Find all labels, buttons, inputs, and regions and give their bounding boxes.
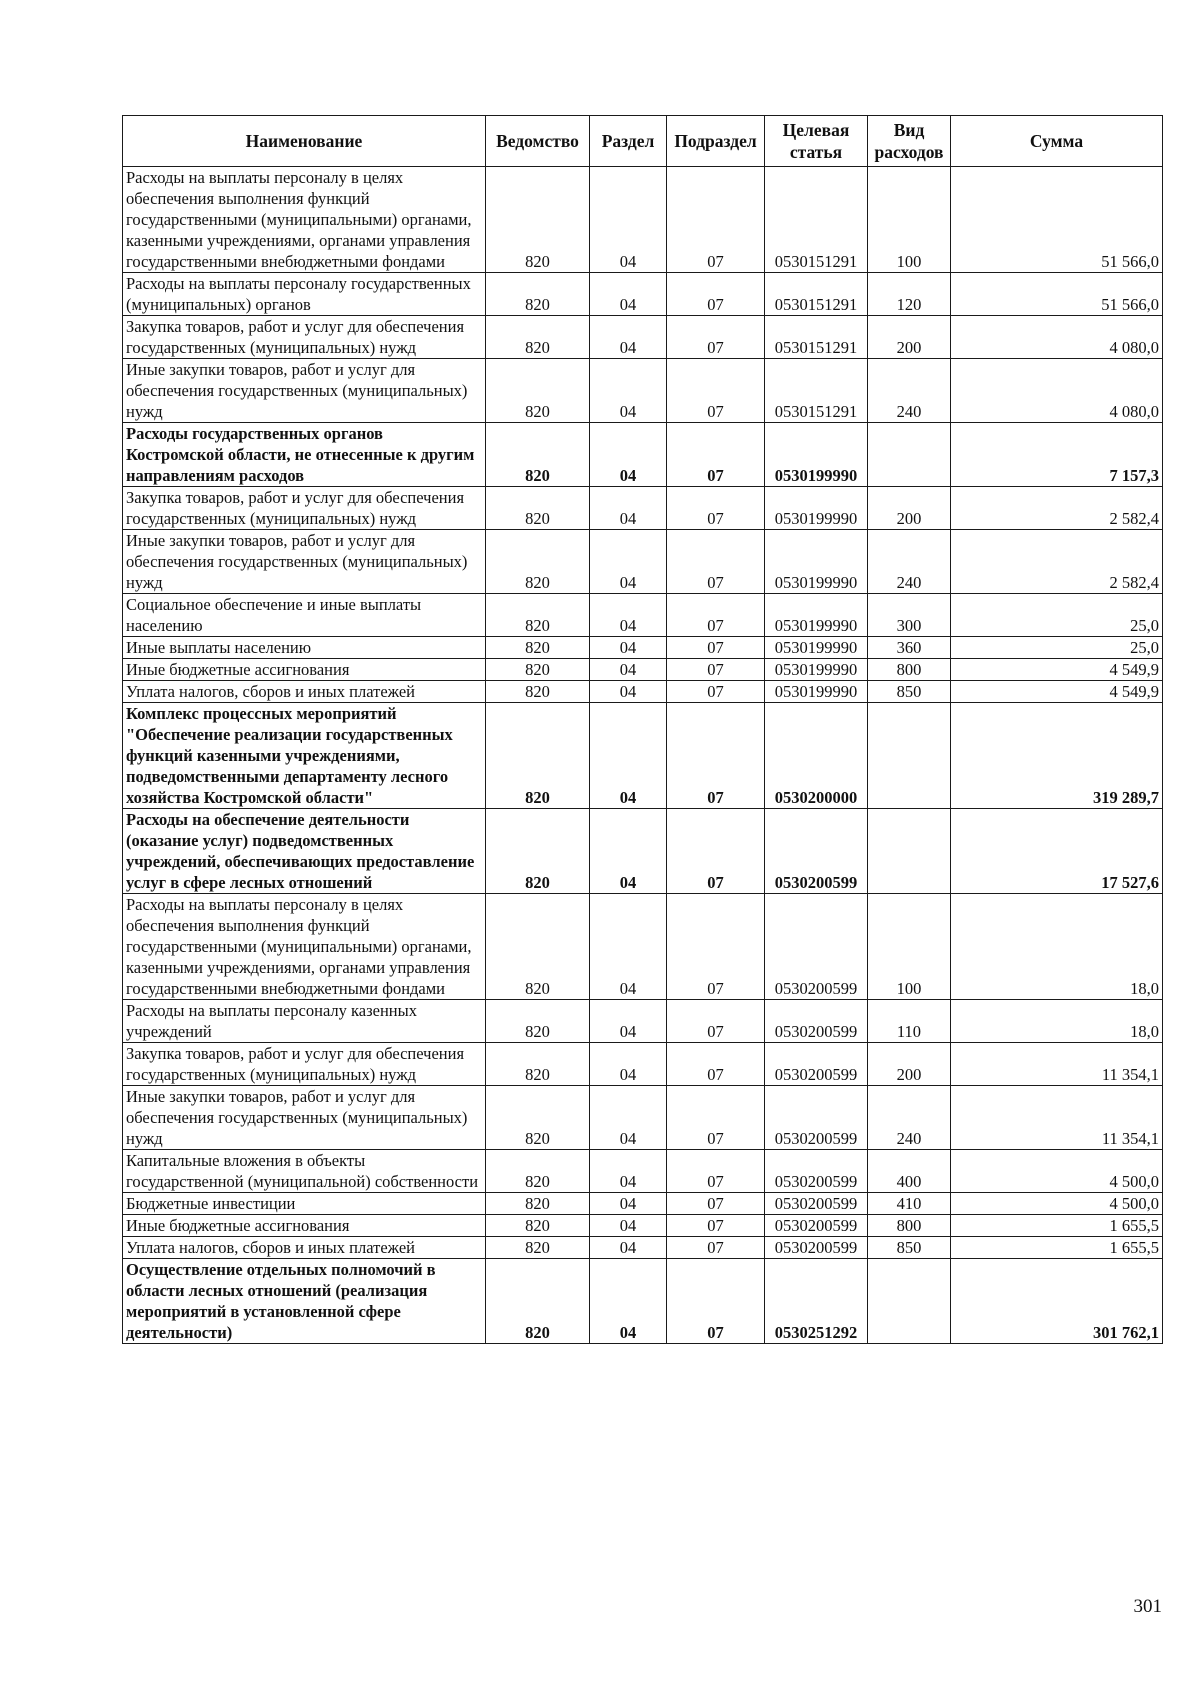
cell-subsection: 07: [667, 1043, 765, 1086]
cell-subsection: 07: [667, 1237, 765, 1259]
cell-dept: 820: [486, 594, 590, 637]
cell-target: 0530200599: [765, 894, 868, 1000]
cell-dept: 820: [486, 1043, 590, 1086]
cell-dept: 820: [486, 167, 590, 273]
cell-sum: 301 762,1: [951, 1259, 1163, 1344]
cell-target: 0530251292: [765, 1259, 868, 1344]
cell-name: Иные выплаты населению: [123, 637, 486, 659]
cell-sum: 4 080,0: [951, 316, 1163, 359]
cell-section: 04: [590, 1259, 667, 1344]
cell-kind: 200: [868, 487, 951, 530]
cell-section: 04: [590, 894, 667, 1000]
cell-dept: 820: [486, 1086, 590, 1150]
table-row: [123, 423, 1163, 487]
cell-dept: 820: [486, 1150, 590, 1193]
cell-subsection: 07: [667, 1193, 765, 1215]
cell-subsection: 07: [667, 659, 765, 681]
table-row: [123, 487, 1163, 530]
cell-sum: 2 582,4: [951, 487, 1163, 530]
cell-name: Иные бюджетные ассигнования: [123, 659, 486, 681]
cell-target: 0530151291: [765, 167, 868, 273]
cell-name: Осуществление отдельных полномочий в области лесных отношений (реализация мероприятий в установленной сфере деятельности): [123, 1259, 486, 1344]
cell-section: 04: [590, 1215, 667, 1237]
cell-kind: 110: [868, 1000, 951, 1043]
cell-dept: 820: [486, 1215, 590, 1237]
cell-subsection: 07: [667, 359, 765, 423]
cell-subsection: 07: [667, 637, 765, 659]
cell-section: 04: [590, 681, 667, 703]
cell-kind: 850: [868, 1237, 951, 1259]
cell-subsection: 07: [667, 809, 765, 894]
cell-dept: 820: [486, 703, 590, 809]
cell-section: 04: [590, 316, 667, 359]
cell-sum: 4 549,9: [951, 659, 1163, 681]
cell-sum: 4 500,0: [951, 1193, 1163, 1215]
cell-kind: 410: [868, 1193, 951, 1215]
cell-target: 0530200599: [765, 1000, 868, 1043]
cell-subsection: 07: [667, 1086, 765, 1150]
cell-target: 0530199990: [765, 594, 868, 637]
cell-section: 04: [590, 1000, 667, 1043]
cell-sum: 1 655,5: [951, 1215, 1163, 1237]
cell-name: Иные бюджетные ассигнования: [123, 1215, 486, 1237]
cell-target: 0530199990: [765, 637, 868, 659]
cell-name: Капитальные вложения в объекты государственной (муниципальной) собственности: [123, 1150, 486, 1193]
cell-section: 04: [590, 1193, 667, 1215]
cell-subsection: 07: [667, 594, 765, 637]
cell-name: Иные закупки товаров, работ и услуг для обеспечения государственных (муниципальных) нужд: [123, 359, 486, 423]
table-row: [123, 1215, 1163, 1237]
cell-kind: 360: [868, 637, 951, 659]
cell-sum: 17 527,6: [951, 809, 1163, 894]
cell-target: 0530199990: [765, 423, 868, 487]
cell-name: Закупка товаров, работ и услуг для обеспечения государственных (муниципальных) нужд: [123, 487, 486, 530]
cell-name: Иные закупки товаров, работ и услуг для обеспечения государственных (муниципальных) нужд: [123, 530, 486, 594]
cell-section: 04: [590, 1150, 667, 1193]
cell-name: Уплата налогов, сборов и иных платежей: [123, 1237, 486, 1259]
cell-sum: 25,0: [951, 594, 1163, 637]
cell-target: 0530151291: [765, 359, 868, 423]
table-row: [123, 681, 1163, 703]
cell-target: 0530200000: [765, 703, 868, 809]
cell-subsection: 07: [667, 894, 765, 1000]
cell-dept: 820: [486, 1000, 590, 1043]
cell-name: Уплата налогов, сборов и иных платежей: [123, 681, 486, 703]
cell-sum: 4 549,9: [951, 681, 1163, 703]
table-row: [123, 659, 1163, 681]
cell-target: 0530200599: [765, 1215, 868, 1237]
header-kind: Вид расходов: [868, 116, 951, 167]
header-name: Наименование: [123, 116, 486, 167]
table-row: [123, 809, 1163, 894]
cell-dept: 820: [486, 530, 590, 594]
cell-kind: 240: [868, 359, 951, 423]
cell-subsection: 07: [667, 703, 765, 809]
cell-name: Расходы государственных органов Костромской области, не отнесенные к другим направлениям расходов: [123, 423, 486, 487]
table-body: [123, 167, 1163, 1344]
cell-kind: [868, 809, 951, 894]
cell-kind: 300: [868, 594, 951, 637]
cell-sum: 4 500,0: [951, 1150, 1163, 1193]
cell-subsection: 07: [667, 1150, 765, 1193]
cell-sum: 18,0: [951, 1000, 1163, 1043]
cell-name: Бюджетные инвестиции: [123, 1193, 486, 1215]
budget-table: [122, 115, 1163, 1344]
cell-name: Расходы на выплаты персоналу государственных (муниципальных) органов: [123, 273, 486, 316]
table-row: [123, 1193, 1163, 1215]
cell-section: 04: [590, 530, 667, 594]
cell-sum: 51 566,0: [951, 273, 1163, 316]
cell-dept: 820: [486, 809, 590, 894]
cell-name: Закупка товаров, работ и услуг для обеспечения государственных (муниципальных) нужд: [123, 316, 486, 359]
cell-sum: 7 157,3: [951, 423, 1163, 487]
cell-target: 0530199990: [765, 681, 868, 703]
cell-sum: 25,0: [951, 637, 1163, 659]
table-row: [123, 530, 1163, 594]
cell-target: 0530200599: [765, 1043, 868, 1086]
cell-dept: 820: [486, 1193, 590, 1215]
cell-target: 0530199990: [765, 487, 868, 530]
cell-name: Расходы на выплаты персоналу в целях обеспечения выполнения функций государственными (муниципальными) органами, казенными учреждениями, органами управления государственными внебюджетными фондами: [123, 167, 486, 273]
cell-section: 04: [590, 487, 667, 530]
table-row: [123, 703, 1163, 809]
cell-sum: 4 080,0: [951, 359, 1163, 423]
table-row: [123, 316, 1163, 359]
cell-subsection: 07: [667, 423, 765, 487]
cell-kind: 200: [868, 1043, 951, 1086]
cell-section: 04: [590, 167, 667, 273]
cell-section: 04: [590, 809, 667, 894]
cell-name: Комплекс процессных мероприятий "Обеспечение реализации государственных функций казенными учреждениями, подведомственными департаменту лесного хозяйства Костромской области": [123, 703, 486, 809]
table-row: [123, 1086, 1163, 1150]
header-dept: Ведомство: [486, 116, 590, 167]
cell-target: 0530200599: [765, 1086, 868, 1150]
cell-section: 04: [590, 1237, 667, 1259]
cell-subsection: 07: [667, 1259, 765, 1344]
cell-name: Расходы на выплаты персоналу казенных учреждений: [123, 1000, 486, 1043]
cell-sum: 11 354,1: [951, 1043, 1163, 1086]
cell-target: 0530200599: [765, 809, 868, 894]
cell-target: 0530151291: [765, 273, 868, 316]
table-row: [123, 1150, 1163, 1193]
cell-section: 04: [590, 594, 667, 637]
header-subsection: Подраздел: [667, 116, 765, 167]
cell-subsection: 07: [667, 1000, 765, 1043]
cell-name: Расходы на выплаты персоналу в целях обеспечения выполнения функций государственными (муниципальными) органами, казенными учреждениями, органами управления государственными внебюджетными фондами: [123, 894, 486, 1000]
table-row: [123, 894, 1163, 1000]
cell-sum: 2 582,4: [951, 530, 1163, 594]
table-row: [123, 273, 1163, 316]
table-row: [123, 1237, 1163, 1259]
cell-sum: 11 354,1: [951, 1086, 1163, 1150]
cell-sum: 1 655,5: [951, 1237, 1163, 1259]
cell-section: 04: [590, 1043, 667, 1086]
cell-name: Закупка товаров, работ и услуг для обеспечения государственных (муниципальных) нужд: [123, 1043, 486, 1086]
cell-subsection: 07: [667, 681, 765, 703]
table-row: [123, 359, 1163, 423]
cell-name: Расходы на обеспечение деятельности (оказание услуг) подведомственных учреждений, обеспечивающих предоставление услуг в сфере лесных отношений: [123, 809, 486, 894]
cell-subsection: 07: [667, 316, 765, 359]
header-sum: Сумма: [951, 116, 1163, 167]
cell-dept: 820: [486, 1237, 590, 1259]
cell-section: 04: [590, 273, 667, 316]
cell-name: Иные закупки товаров, работ и услуг для обеспечения государственных (муниципальных) нужд: [123, 1086, 486, 1150]
cell-subsection: 07: [667, 167, 765, 273]
cell-dept: 820: [486, 637, 590, 659]
page-number: 301: [1133, 1596, 1162, 1617]
header-target: Целевая статья: [765, 116, 868, 167]
table-row: [123, 594, 1163, 637]
cell-section: 04: [590, 359, 667, 423]
cell-subsection: 07: [667, 487, 765, 530]
cell-kind: 100: [868, 167, 951, 273]
cell-kind: 800: [868, 1215, 951, 1237]
cell-dept: 820: [486, 659, 590, 681]
table-header-row: [123, 116, 1163, 167]
cell-sum: 51 566,0: [951, 167, 1163, 273]
table-row: [123, 1259, 1163, 1344]
cell-kind: 400: [868, 1150, 951, 1193]
cell-target: 0530200599: [765, 1150, 868, 1193]
cell-target: 0530151291: [765, 316, 868, 359]
cell-sum: 319 289,7: [951, 703, 1163, 809]
cell-kind: 200: [868, 316, 951, 359]
cell-dept: 820: [486, 487, 590, 530]
cell-kind: [868, 1259, 951, 1344]
cell-kind: 240: [868, 1086, 951, 1150]
cell-kind: [868, 423, 951, 487]
cell-subsection: 07: [667, 273, 765, 316]
cell-section: 04: [590, 659, 667, 681]
cell-kind: 800: [868, 659, 951, 681]
cell-section: 04: [590, 703, 667, 809]
cell-kind: 850: [868, 681, 951, 703]
cell-sum: 18,0: [951, 894, 1163, 1000]
cell-dept: 820: [486, 359, 590, 423]
cell-target: 0530199990: [765, 659, 868, 681]
cell-dept: 820: [486, 316, 590, 359]
cell-section: 04: [590, 423, 667, 487]
cell-section: 04: [590, 637, 667, 659]
cell-dept: 820: [486, 273, 590, 316]
cell-kind: [868, 703, 951, 809]
table-row: [123, 637, 1163, 659]
table-row: [123, 1043, 1163, 1086]
cell-dept: 820: [486, 423, 590, 487]
table-row: [123, 167, 1163, 273]
cell-subsection: 07: [667, 530, 765, 594]
cell-name: Социальное обеспечение и иные выплаты населению: [123, 594, 486, 637]
cell-target: 0530200599: [765, 1237, 868, 1259]
cell-kind: 100: [868, 894, 951, 1000]
cell-dept: 820: [486, 1259, 590, 1344]
cell-target: 0530200599: [765, 1193, 868, 1215]
cell-dept: 820: [486, 894, 590, 1000]
cell-subsection: 07: [667, 1215, 765, 1237]
cell-kind: 240: [868, 530, 951, 594]
cell-dept: 820: [486, 681, 590, 703]
cell-kind: 120: [868, 273, 951, 316]
table-row: [123, 1000, 1163, 1043]
cell-target: 0530199990: [765, 530, 868, 594]
header-section: Раздел: [590, 116, 667, 167]
cell-section: 04: [590, 1086, 667, 1150]
